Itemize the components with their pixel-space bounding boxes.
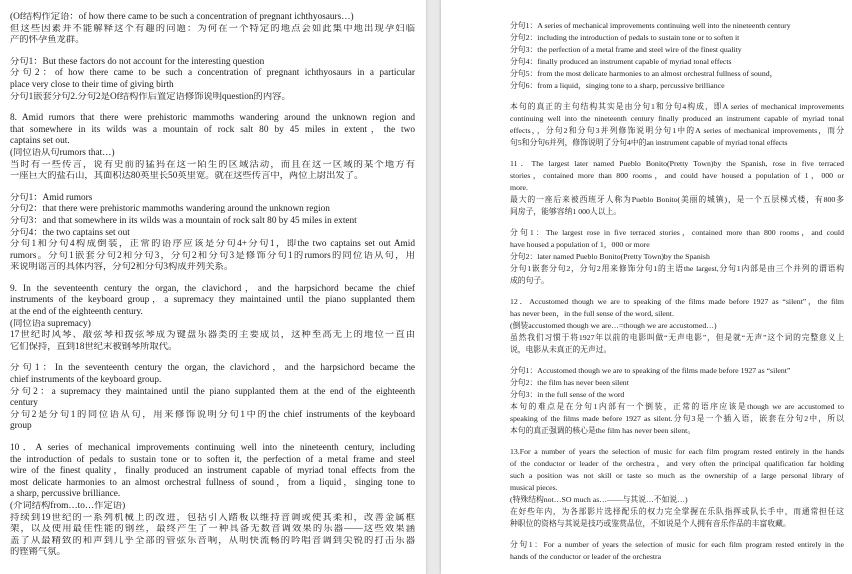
sentence-10-analysis xyxy=(510,101,844,149)
text-line: stories，contained more than 800 rooms，and could have housed a population of 1，000 or xyxy=(510,171,844,180)
text-line: most delicate harmonies to an almost orchestral fullness of sound，from a liquid，singing tone to xyxy=(10,477,415,488)
text-line: 10．A series of mechanical improvements continuing well into the nineteenth century, including xyxy=(10,443,415,453)
text-line: 分句2：the film has never been silent xyxy=(510,378,629,387)
text-line: 分句3：in the full sense of the word xyxy=(510,390,625,399)
carryover-sentence-block xyxy=(10,12,415,47)
text-line: of the conductor or leader of the orchestra，and very often the principal qualification far holding xyxy=(510,459,844,468)
sentence-10-clause-list xyxy=(510,20,844,92)
text-line: 当时有一些传言，说有史前的猛犸在这一陌生的区域活动，而且在这一区域的某个地方有 xyxy=(10,159,415,170)
text-line: 盖了从最精致的和声到几乎全部的管弦乐音响，从明快流畅的吟唱音调到尖锐的打击乐器 xyxy=(10,535,415,546)
text-line: 分句1：The largest rose in five terraced stories，contained more than 800 rooms，and could xyxy=(510,228,844,237)
sentence-11-block xyxy=(510,158,844,218)
text-line: (特殊结构not…SO much as…——与其说…不如说…) xyxy=(510,495,688,504)
text-line: speaking of the films made before 1927 as silent.分句3是一个插入语，嵌套在分句2中，所以 xyxy=(510,414,844,423)
text-line: 分句3：and that somewhere in its wilds was a mountain of rock salt 80 by 45 miles in extent xyxy=(10,215,357,226)
text-line: 分句2：a supremacy they maintained until the piano supplanted them at the end of the eighteenth xyxy=(10,386,415,397)
text-line: 8. Amid rumors that there were prehistoric mammoths wandering around the unknown region and xyxy=(10,113,415,124)
text-line: effects，，分句2和分句3并列修饰说明分句1中的A series of mechanical improvements，而分 xyxy=(510,126,844,135)
text-line: 虽然我们习惯于将1927年以前的电影叫做“无声电影”，但是就“无声”这个词的完整意义上 xyxy=(510,333,844,342)
text-line: 分句1：Amid rumors xyxy=(10,192,93,203)
text-line: (Of结构作定语：of how there came to be such a concentration of pregnant ichthyosaurs…) xyxy=(10,12,354,22)
text-line: 分句2是分句1的同位语从句，用来修饰说明分句1中的the chief instruments of the keyboard xyxy=(10,409,415,420)
text-line: 它们保持，直到18世纪末被钢琴所取代。 xyxy=(10,341,178,352)
text-line: 分句1：But these factors do not account for the interesting question xyxy=(10,56,265,67)
text-line: 说，电影从未真正的无声过。 xyxy=(510,345,612,354)
text-line: 句5和分句6并列，修饰说明了分句4中的an instrument capable of myriad tonal effects xyxy=(510,138,788,147)
text-line: 来说明谣言的具体内容，分句2和分句3构成并列关系。 xyxy=(10,262,234,273)
text-line: 间房子，能够容纳1 000人以上。 xyxy=(510,207,622,216)
text-line: has never been，in the full sense of the word, silent. xyxy=(510,309,674,318)
text-line: (同位语从句rumors that…) xyxy=(10,147,115,158)
sentence-8-block xyxy=(10,113,415,183)
text-line: musical pieces. xyxy=(510,483,558,492)
text-line: century xyxy=(10,398,38,409)
carryover-clause-analysis xyxy=(10,57,415,103)
text-line: 分句6：from a liquid，singing tone to a sharp, percussive brilliance xyxy=(510,81,725,90)
text-line: 分句2：that there were prehistoric mammoths wandering around the unknown region xyxy=(10,204,330,215)
text-line: place very close to their time of giving birth xyxy=(10,79,174,90)
text-line: 9. In the seventeenth century the organ, the clavichord，and the harpsichord became the chief xyxy=(10,283,415,294)
text-line: 17世纪时风琴、敲弦琴和拨弦琴成为键盘乐器类的主要成员，这种至高无上的地位一直由 xyxy=(10,330,415,341)
text-line: captains set out. xyxy=(10,136,70,147)
text-line: 架，以及使用最佳性能的钢丝，最终产生了一种具备无数音调效果的乐器——这些效果涵 xyxy=(10,524,415,535)
text-line: 分句4：the two captains set out xyxy=(10,227,130,238)
text-line: a sharp, percussive brilliance. xyxy=(10,489,121,500)
text-line: 本句的真正的主句结构其实是由分句1和分句4构成，即A series of mechanical improvements xyxy=(510,102,844,111)
text-line: (介词结构from…to…作定语) xyxy=(10,500,126,511)
text-line: (倒装accustomed though we are…=though we are accustomed…) xyxy=(510,321,717,330)
text-line: 分句2：of how there came to be such a concentration of pregnant ichthyosaurs in a particular xyxy=(10,68,415,79)
text-line: 在好些年内，为各部影片选择配乐的权力完全掌握在乐队指挥或队长手中，而通常担任这 xyxy=(510,507,844,516)
text-line: 分句1：In the seventeenth century the organ, the clavichord，and the harpsichord became the xyxy=(10,363,415,374)
text-line: 分句1：A series of mechanical improvements continuing well into the nineteenth century xyxy=(510,21,791,30)
sentence-13-clause-analysis xyxy=(510,539,844,563)
text-line: 分句4：finally produced an instrument capable of myriad tonal effects xyxy=(510,57,732,66)
text-line: hands of the conductor or leader of the orchestra xyxy=(510,552,662,561)
text-line: 成的句子。 xyxy=(510,276,549,285)
text-line: 产的怀孕鱼龙群。 xyxy=(10,35,85,46)
text-line: 分句1：For a number of years the selection of music for each film program rested entirely in the xyxy=(510,540,844,549)
text-line: 分句3：the perfection of a metal frame and steel wire of the finest quality xyxy=(510,45,742,54)
text-line: wire of the finest quality，finally produced an instrument capable of myriad tonal effects from the xyxy=(10,466,415,477)
text-line: 最大的一座后来被西班牙人称为Pueblo Bonito(美丽的城镇)，是一个五层梯式楼，有800多 xyxy=(510,195,844,204)
text-line: 本句的真正强调的核心是the film has never been silent。 xyxy=(510,426,696,435)
sentence-11-clause-analysis xyxy=(510,227,844,287)
text-line: group xyxy=(10,421,32,432)
text-line: chief instruments of the keyboard group. xyxy=(10,375,162,386)
text-line: more. xyxy=(510,183,528,192)
text-line: 分句1嵌套分句2.分句2是Of结构作后置定语修饰说明question的内容。 xyxy=(10,91,291,102)
text-line: 分句2：including the introduction of pedals to sustain tone or to soften it xyxy=(510,33,740,42)
text-line: the introduction of pedals to sustain tone or to soften it, the perfection of a metal frame and steel xyxy=(10,454,415,465)
text-line: (同位语a supremacy) xyxy=(10,318,91,329)
text-line: 12．Accustomed though we are to speaking of the films made before 1927 as “silent”，the film xyxy=(510,297,844,306)
text-line: 分句5：from the most delicate harmonies to an almost orchestral fullness of sound， xyxy=(510,69,778,78)
text-line: 分句2：later named Pueblo Bonito(Pretty Town)by the Spanish xyxy=(510,252,710,261)
text-line: 11．The largest later named Pueblo Bonito(Pretty Town)by the Spanish, rose in five terraced xyxy=(510,159,844,168)
text-line: 但这些因素并不能解释这个有趣的问题：为何在一个特定的地点会如此集中地出现孕妇临 xyxy=(10,23,415,34)
text-line: instruments of the keyboard group，a supremacy they maintained until the piano supplanted them xyxy=(10,295,415,306)
text-line: 一座巨大的盐石山，其面积达80英里长50英里宽。就在这些传言中，两位上尉出发了。 xyxy=(10,171,364,182)
text-line: 种职位的资格与其说是技巧或鉴赏品位，不如说是个人拥有音乐作品的丰富收藏。 xyxy=(510,519,791,528)
text-line: at the end of the eighteenth century. xyxy=(10,307,143,318)
text-line: such a position was not skill or taste so much as the ownership of a large personal library of xyxy=(510,471,844,480)
sentence-8-clause-analysis xyxy=(10,193,415,274)
text-line: continuing well into the nineteenth century finally produced an instrument capable of myriad tonal xyxy=(510,114,844,123)
sentence-12-block xyxy=(510,296,844,356)
text-line: 持续到19世纪的一系列机械上的改进，包括引入踏板以维持音调或使其柔和，改善金属框 xyxy=(10,512,415,523)
text-line: 分句1和分句4构成倒装，正常的语序应该是分句4+分句1，即the two captains set out Amid xyxy=(10,239,415,250)
sentence-9-clause-analysis xyxy=(10,363,415,433)
text-line: 本句的难点是在分句1内部有一个倒装，正常的语序应该是though we are accustomed to xyxy=(510,402,844,411)
sentence-12-clause-analysis xyxy=(510,365,844,437)
text-line: 13.For a number of years the selection of music for each film program rested entirely in the hands xyxy=(510,447,844,456)
text-line: 分句1嵌套分句2，分句2用来修饰分句1的主语the largest,分句1内部是由三个并列的谓语构 xyxy=(510,264,844,273)
text-line: 的铿锵气氛。 xyxy=(10,547,66,558)
sentence-13-block xyxy=(510,446,844,530)
page-right xyxy=(441,0,852,574)
text-line: rumors。分句1嵌套分句2和分句3，分句2和分句3是修饰分句1的rumors的同位语从句，用 xyxy=(10,250,415,261)
text-line: 分句1：Accustomed though we are to speaking of the films made before 1927 as “silent” xyxy=(510,366,791,375)
sentence-9-block xyxy=(10,284,415,354)
text-line: that somewhere in its wilds was a mountain of rock salt 80 by 45 miles in extent，the two xyxy=(10,124,415,135)
sentence-10-block xyxy=(10,443,415,559)
text-line: have housed a population of 1，000 or more xyxy=(510,240,650,249)
